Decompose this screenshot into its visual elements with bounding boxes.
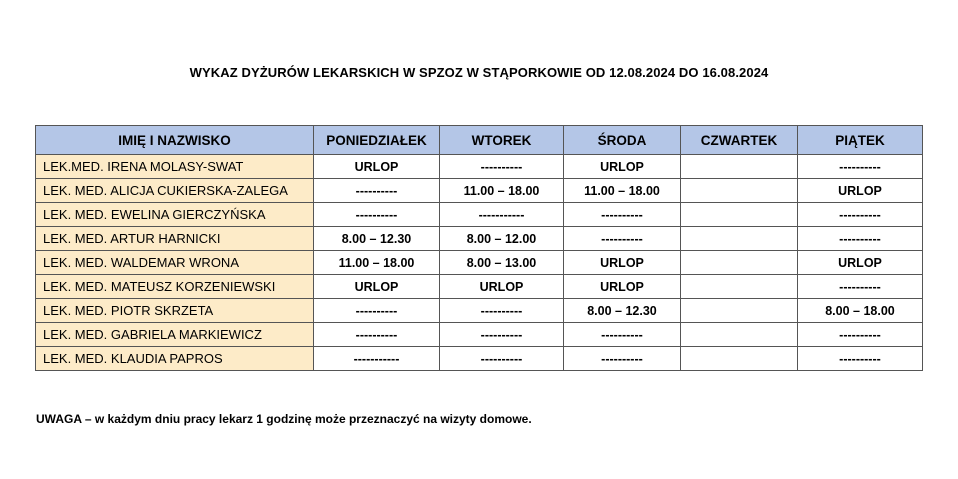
table-row xyxy=(36,275,923,299)
duty-schedule-table xyxy=(35,125,923,371)
thursday-cell xyxy=(681,227,798,251)
friday-cell: ---------- xyxy=(798,323,923,347)
header-name: IMIĘ I NAZWISKO xyxy=(36,126,314,155)
tuesday-cell: ---------- xyxy=(440,323,564,347)
table-row xyxy=(36,299,923,323)
doctor-name: LEK. MED. PIOTR SKRZETA xyxy=(36,299,314,323)
tuesday-cell: ---------- xyxy=(440,347,564,371)
wednesday-cell: URLOP xyxy=(564,275,681,299)
table-row xyxy=(36,323,923,347)
table-header-row xyxy=(36,126,923,155)
monday-cell: 11.00 – 18.00 xyxy=(314,251,440,275)
table-row xyxy=(36,155,923,179)
tuesday-cell: 8.00 – 13.00 xyxy=(440,251,564,275)
wednesday-cell: 8.00 – 12.30 xyxy=(564,299,681,323)
friday-cell: ---------- xyxy=(798,227,923,251)
table-row xyxy=(36,227,923,251)
tuesday-cell: 8.00 – 12.00 xyxy=(440,227,564,251)
header-monday: PONIEDZIAŁEK xyxy=(314,126,440,155)
doctor-name: LEK. MED. WALDEMAR WRONA xyxy=(36,251,314,275)
tuesday-cell: ----------- xyxy=(440,203,564,227)
doctor-name: LEK. MED. GABRIELA MARKIEWICZ xyxy=(36,323,314,347)
home-visit-note: UWAGA – w każdym dniu pracy lekarz 1 godzinę może przeznaczyć na wizyty domowe. xyxy=(36,412,532,426)
monday-cell: ---------- xyxy=(314,179,440,203)
monday-cell: ---------- xyxy=(314,299,440,323)
doctor-name: LEK. MED. ALICJA CUKIERSKA-ZALEGA xyxy=(36,179,314,203)
doctor-name: LEK. MED. MATEUSZ KORZENIEWSKI xyxy=(36,275,314,299)
thursday-cell xyxy=(681,251,798,275)
friday-cell: ---------- xyxy=(798,275,923,299)
thursday-cell xyxy=(681,299,798,323)
tuesday-cell: 11.00 – 18.00 xyxy=(440,179,564,203)
friday-cell: URLOP xyxy=(798,251,923,275)
monday-cell: URLOP xyxy=(314,275,440,299)
table-row xyxy=(36,203,923,227)
header-wednesday: ŚRODA xyxy=(564,126,681,155)
doctor-name: LEK. MED. KLAUDIA PAPROS xyxy=(36,347,314,371)
table-row xyxy=(36,179,923,203)
document-title: WYKAZ DYŻURÓW LEKARSKICH W SPZOZ W STĄPORKOWIE OD 12.08.2024 DO 16.08.2024 xyxy=(189,65,769,80)
friday-cell: 8.00 – 18.00 xyxy=(798,299,923,323)
friday-cell: URLOP xyxy=(798,179,923,203)
table-row xyxy=(36,347,923,371)
friday-cell: ---------- xyxy=(798,155,923,179)
wednesday-cell: URLOP xyxy=(564,251,681,275)
thursday-cell xyxy=(681,155,798,179)
monday-cell: ----------- xyxy=(314,347,440,371)
doctor-name: LEK.MED. IRENA MOLASY-SWAT xyxy=(36,155,314,179)
table-row xyxy=(36,251,923,275)
tuesday-cell: URLOP xyxy=(440,275,564,299)
doctor-name: LEK. MED. ARTUR HARNICKI xyxy=(36,227,314,251)
header-friday: PIĄTEK xyxy=(798,126,923,155)
thursday-cell xyxy=(681,275,798,299)
tuesday-cell: ---------- xyxy=(440,155,564,179)
header-tuesday: WTOREK xyxy=(440,126,564,155)
wednesday-cell: 11.00 – 18.00 xyxy=(564,179,681,203)
wednesday-cell: ---------- xyxy=(564,203,681,227)
monday-cell: ---------- xyxy=(314,203,440,227)
header-thursday: CZWARTEK xyxy=(681,126,798,155)
tuesday-cell: ---------- xyxy=(440,299,564,323)
wednesday-cell: ---------- xyxy=(564,347,681,371)
thursday-cell xyxy=(681,323,798,347)
wednesday-cell: ---------- xyxy=(564,227,681,251)
wednesday-cell: ---------- xyxy=(564,323,681,347)
monday-cell: 8.00 – 12.30 xyxy=(314,227,440,251)
friday-cell: ---------- xyxy=(798,347,923,371)
thursday-cell xyxy=(681,347,798,371)
thursday-cell xyxy=(681,203,798,227)
thursday-cell xyxy=(681,179,798,203)
monday-cell: URLOP xyxy=(314,155,440,179)
friday-cell: ---------- xyxy=(798,203,923,227)
monday-cell: ---------- xyxy=(314,323,440,347)
doctor-name: LEK. MED. EWELINA GIERCZYŃSKA xyxy=(36,203,314,227)
wednesday-cell: URLOP xyxy=(564,155,681,179)
